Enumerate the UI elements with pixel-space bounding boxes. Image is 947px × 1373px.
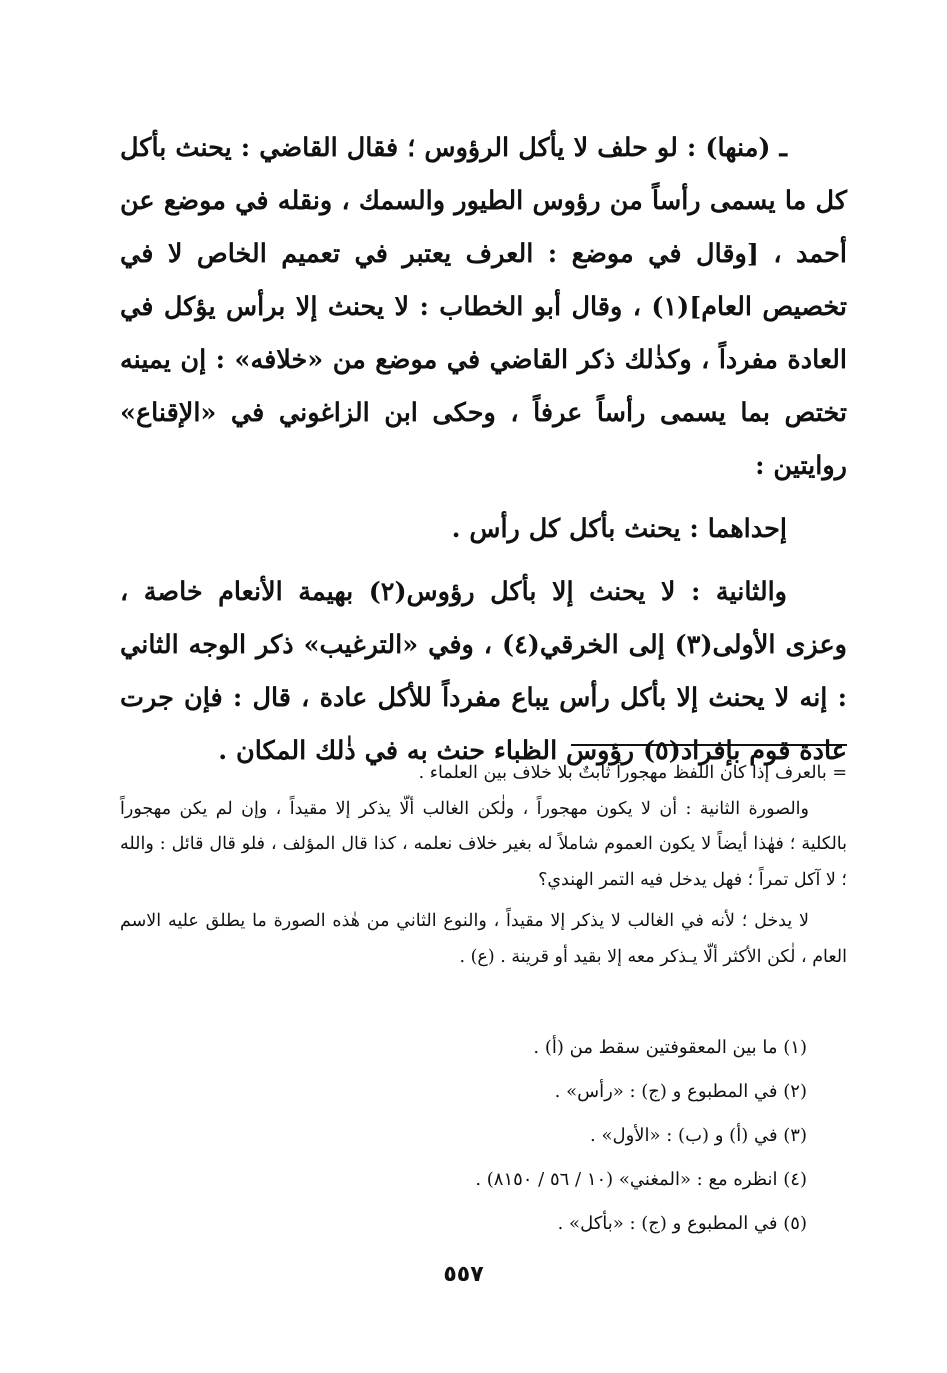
note-paragraph: والصورة الثانية : أن لا يكون مهجوراً ، ولٰكن الغالب ألّا يذكر إلا مقيداً ، وإن لم يكن مهجوراً بالكلية ؛ فهٰذا أيضاً لا يكون العموم شاملاً له بغير خلاف نعلمه ، كذا قال المؤلف ، فلو قال قائل : والله ؛ لا آكل تمراً ؛ فهل يدخل فيه التمر الهندي؟ [120, 798, 847, 890]
footnotes-list [120, 1026, 807, 1246]
page-number: ٥٥٧ [443, 1262, 484, 1287]
footnote-notes [120, 756, 847, 975]
main-paragraph: إحداهما : يحنث بأكل كل رأس . [451, 514, 787, 544]
main-text [120, 122, 847, 778]
footnote-item: (٢) في المطبوع و (ج) : «رأس» . [554, 1081, 807, 1102]
footnote-separator [571, 744, 847, 746]
document-page [120, 0, 847, 1373]
footnote-item: (٣) في (أ) و (ب) : «الأول» . [590, 1125, 807, 1146]
footnote-item: (٤) انظره مع : «المغني» (١٠ / ٥٦ / ٨١٥٠) . [475, 1169, 807, 1190]
main-paragraph: والثانية : لا يحنث إلا بأكل رؤوس(٢) بهيمة الأنعام خاصة ، وعزى الأولى(٣) إلى الخرقي(٤) ، وفي «الترغيب» ذكر الوجه الثاني : إنه لا يحنث إلا بأكل رأس يباع مفرداً للأكل عادة ، قال : فإن جرت عادة قوم بإفراد(٥) رؤوس الظباء حنث به في ذٰلك المكان . [120, 577, 847, 766]
main-paragraph: ـ (منها) : لو حلف لا يأكل الرؤوس ؛ فقال القاضي : يحنث بأكل كل ما يسمى رأساً من رؤوس الطيور والسمك ، ونقله في موضع عن أحمد ، [وقال في موضع : العرف يعتبر في تعميم الخاص لا في تخصيص العام](١) ، وقال أبو الخطاب : لا يحنث إلا برأس يؤكل في العادة مفرداً ، وكذٰلك ذكر القاضي في موضع من «خلافه» : إن يمينه تختص بما يسمى رأساً عرفاً ، وحكى ابن الزاغوني في «الإقناع» روايتين : [120, 133, 847, 481]
note-paragraph: لا يدخل ؛ لأنه في الغالب لا يذكر إلا مقيداً ، والنوع الثاني من هٰذه الصورة ما يطلق عليه الاسم العام ، لٰكن الأكثر ألّا يـذكر معه إلا بقيد أو قرينة . (ع) . [120, 911, 847, 967]
footnote-item: (١) ما بين المعقوفتين سقط من (أ) . [533, 1037, 807, 1058]
footnote-item: (٥) في المطبوع و (ج) : «بأكل» . [557, 1213, 807, 1234]
note-continuation: = بالعرف إذا كان اللفظ مهجوراً ثابتٌ بلا خلاف بين العلماء . [120, 756, 847, 792]
